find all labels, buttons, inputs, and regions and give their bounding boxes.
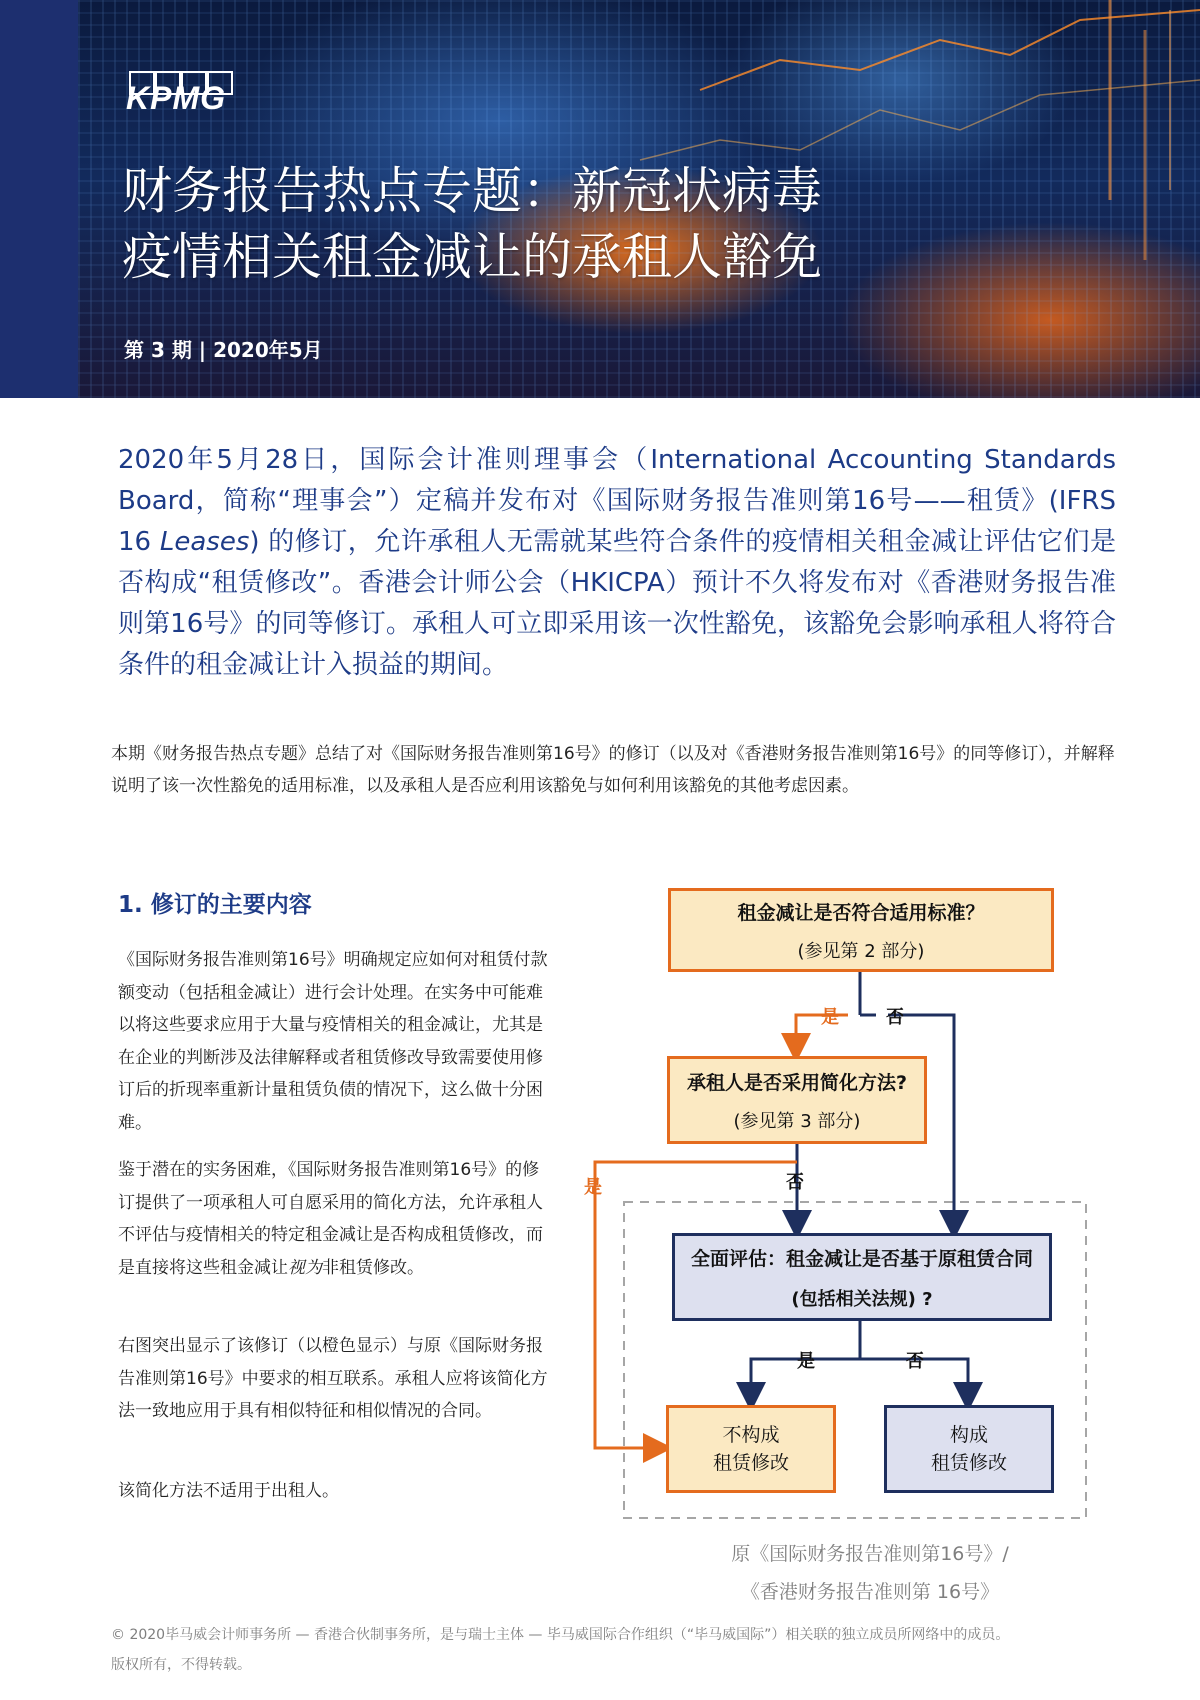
footer <box>111 1620 1131 1680</box>
p2-italic: 视为 <box>288 1257 322 1278</box>
flow-q2-title: 承租人是否采用简化方法? <box>686 1071 908 1094</box>
section-paragraph-3: 右图突出显示了该修订（以橙色显示）与原《国际财务报告准则第16号》中要求的相互联系。承租人应将该简化方法一致地应用于具有相似特征和相似情况的合同。 <box>118 1336 548 1421</box>
title-line-1: 财务报告热点专题：新冠状病毒 <box>122 162 822 220</box>
flow-q2-sub: (参见第 3 部分) <box>733 1110 861 1132</box>
section-paragraph-1: 《国际财务报告准则第16号》明确规定应如何对租赁付款额变动（包括租金减让）进行会计处理。在实务中可能难以将这些要求应用于大量与疫情相关的租金减让，尤其是在企业的判断涉及法律解释或者租赁修改导致需要使用修订后的折现率重新计量租赁负债的情况下，这么做十分困难。 <box>118 950 548 1133</box>
q3-no-label: 否 <box>906 1351 924 1372</box>
flow-q1-box <box>668 888 1054 972</box>
q1-no-label: 否 <box>886 1007 904 1028</box>
outcome-mod-line2: 租赁修改 <box>930 1452 1007 1474</box>
title-line-2: 疫情相关租金减让的承租人豁免 <box>122 228 822 286</box>
q1-yes-label: 是 <box>821 1007 839 1028</box>
intro-text-1: 2020年5月28日，国际会计准则理事会（International Accounting Standards Board，简称“理事会”）定稿并发布对《国际财务报告准则第16号——租赁》(IFRS 16 <box>118 445 1116 557</box>
caption-line-2: 《香港财务报告准则第 16号》 <box>740 1581 1000 1603</box>
q2-yes-label: 是 <box>584 1177 602 1198</box>
section-paragraph-4: 该简化方法不适用于出租人。 <box>118 1481 339 1501</box>
flow-q3-box <box>672 1233 1052 1321</box>
p2-text-b: 非租赁修改。 <box>322 1257 424 1278</box>
flowchart-caption <box>690 1535 1050 1611</box>
p2-text-a: 鉴于潜在的实务困难，《国际财务报告准则第16号》的修订提供了一项承租人可自愿采用的简化方法，允许承租人不评估与疫情相关的特定租金减让是否构成租赁修改，而是直接将这些租金减让 <box>118 1160 543 1278</box>
issue-date: 第 3 期 | 2020年5月 <box>124 338 323 362</box>
intro-text-2: ) 的修订，允许承租人无需就某些符合条件的疫情相关租金减让评估它们是否构成“租赁修改”。香港会计师公会（HKICPA）预计不久将发布对《香港财务报告准则第16号》的同等修订。承租人可立即采用该一次性豁免，该豁免会影响承租人将符合条件的租金减让计入损益的期间。 <box>118 527 1116 680</box>
outcome-no-mod-line1: 不构成 <box>722 1424 780 1446</box>
flow-q1-sub: (参见第 2 部分) <box>797 940 925 962</box>
q3-yes-label: 是 <box>797 1351 815 1372</box>
outcome-mod-line1: 构成 <box>949 1424 988 1446</box>
section-title: 1. 修订的主要内容 <box>118 892 312 918</box>
flow-q3-title: 全面评估：租金减让是否基于原租赁合同 <box>690 1247 1033 1270</box>
flow-q2-box <box>667 1056 927 1144</box>
outcome-no-mod-line2: 租赁修改 <box>712 1452 789 1474</box>
flow-q1-title: 租金减让是否符合适用标准？ <box>737 901 985 924</box>
summary-paragraph: 本期《财务报告热点专题》总结了对《国际财务报告准则第16号》的修订（以及对《香港财务报告准则第16号》的同等修订），并解释说明了该一次性豁免的适用标准，以及承租人是否应利用该豁免与如何利用该豁免的其他考虑因素。 <box>111 744 1115 796</box>
flow-outcome-modification <box>884 1405 1054 1493</box>
kpmg-logo: KPMG <box>126 80 226 116</box>
q2-no-label: 否 <box>786 1172 804 1193</box>
caption-line-1: 原《国际财务报告准则第16号》/ <box>731 1543 1009 1565</box>
intro-italic: Leases <box>159 527 250 557</box>
flow-outcome-no-modification <box>666 1405 836 1493</box>
footer-rights: 版权所有，不得转载。 <box>111 1657 251 1673</box>
footer-copyright: © 2020毕马威会计师事务所 — 香港合伙制事务所，是与瑞士主体 — 毕马威国际合作组织（“毕马威国际”）相关联的独立成员所网络中的成员。 <box>111 1627 1010 1643</box>
flow-q3-sub: (包括相关法规) ? <box>791 1288 933 1310</box>
